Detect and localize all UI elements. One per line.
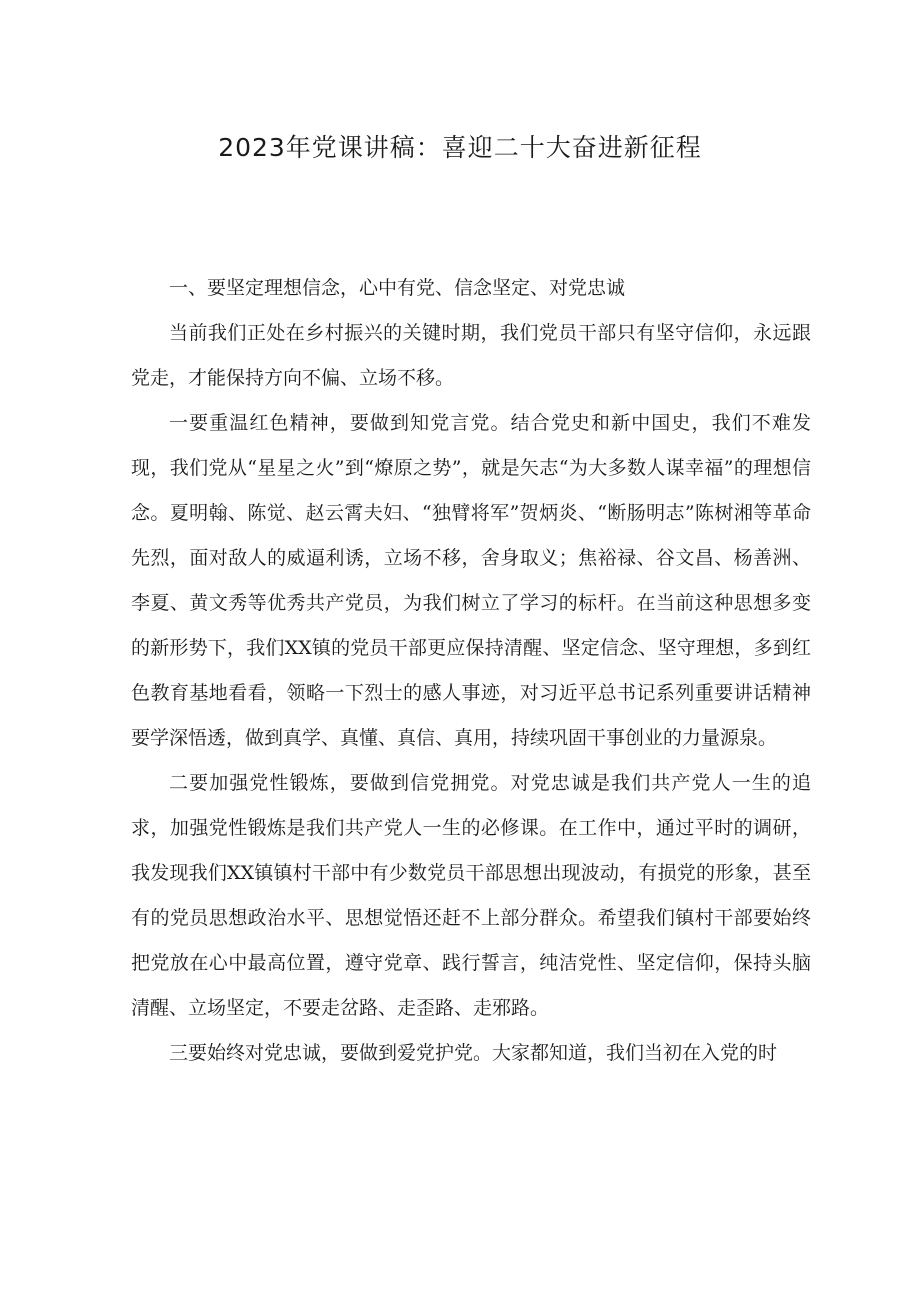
paragraph: 二要加强党性锻炼，要做到信党拥党。对党忠诚是我们共产党人一生的追求，加强党性锻炼是我们共产党人一生的必修课。在工作中，通过平时的调研，我发现我们XX镇镇村干部中有少数党员干部思想出现波动，有损党的形象，甚至有的党员思想政治水平、思想觉悟还赶不上部分群众。希望我们镇村干部要始终把党放在心中最高位置，遵守党章、践行誓言，纯洁党性、坚定信仰，保持头脑清醒、立场坚定，不要走岔路、走歪路、走邪路。	[131, 772, 811, 1019]
document-body	[131, 266, 811, 1076]
paragraph: 一要重温红色精神，要做到知党言党。结合党史和新中国史，我们不难发现，我们党从“星星之火”到“燎原之势”，就是矢志“为大多数人谋幸福”的理想信念。夏明翰、陈觉、赵云霄夫妇、“独臂将军”贺炳炎、“断肠明志”陈树湘等革命先烈，面对敌人的威逼利诱，立场不移，舍身取义；焦裕禄、谷文昌、杨善洲、李夏、黄文秀等优秀共产党员，为我们树立了学习的标杆。在当前这种思想多变的新形势下，我们XX镇的党员干部更应保持清醒、坚定信念、坚守理想，多到红色教育基地看看，领略一下烈士的感人事迹，对习近平总书记系列重要讲话精神要学深悟透，做到真学、真懂、真信、真用，持续巩固干事创业的力量源泉。	[131, 412, 811, 749]
section-heading: 一、要坚定理想信念，心中有党、信念坚定、对党忠诚	[169, 277, 626, 299]
paragraph: 三要始终对党忠诚，要做到爱党护党。大家都知道，我们当初在入党的时	[169, 1042, 778, 1064]
document-title: 2023年党课讲稿：喜迎二十大奋进新征程	[218, 133, 702, 162]
paragraph: 当前我们正处在乡村振兴的关键时期，我们党员干部只有坚守信仰，永远跟党走，才能保持方向不偏、立场不移。	[131, 322, 811, 389]
